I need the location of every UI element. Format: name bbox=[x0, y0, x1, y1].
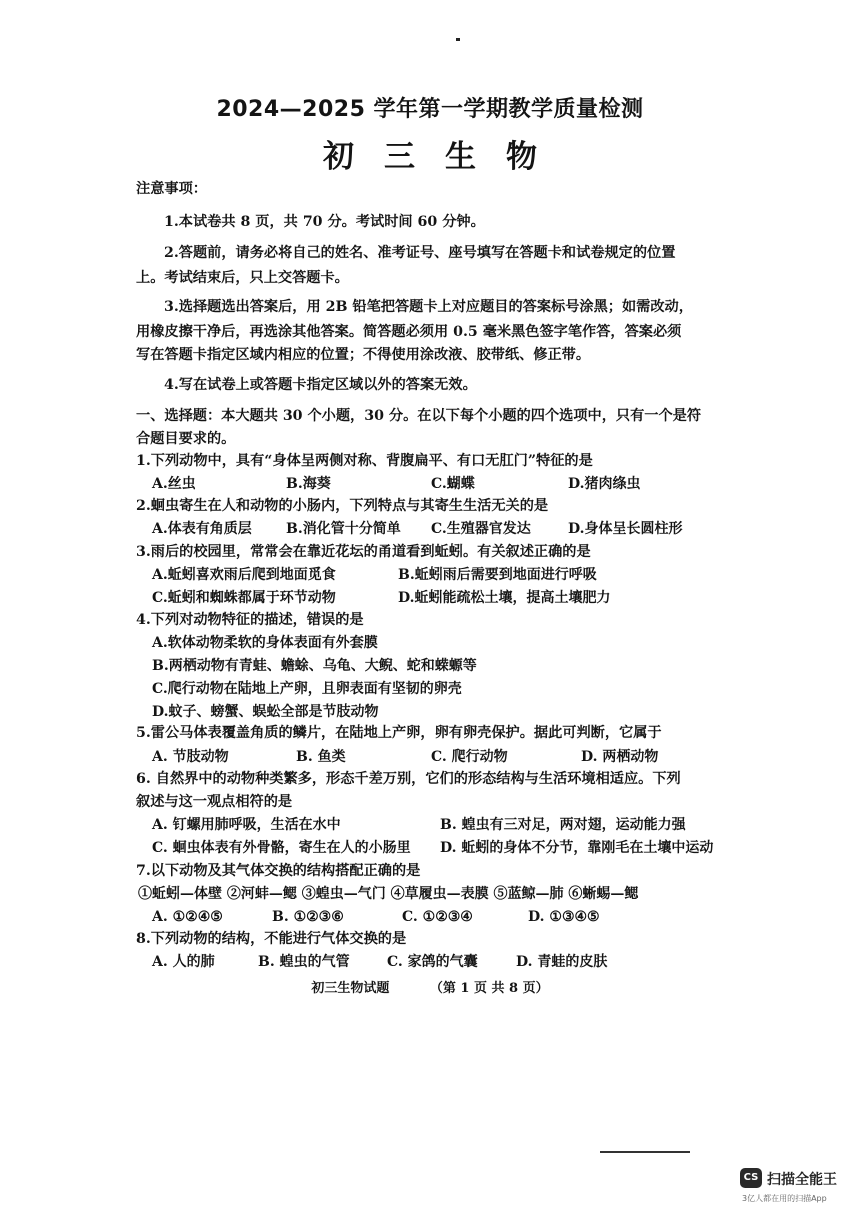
question-2-stem: 2.蛔虫寄生在人和动物的小肠内，下列特点与其寄生生活无关的是 bbox=[136, 498, 549, 514]
notice-item-1: 1.本试卷共 8 页，共 70 分。考试时间 60 分钟。 bbox=[164, 214, 485, 230]
watermark-app-name: 扫描全能王 bbox=[767, 1172, 837, 1188]
question-6-stem-line-1: 6. 自然界中的动物种类繁多，形态千差万别，它们的形态结构与生活环境相适应。下列 bbox=[136, 771, 681, 787]
question-3-option-b: B.蚯蚓雨后需要到地面进行呼吸 bbox=[398, 567, 597, 583]
question-4-option-c: C.爬行动物在陆地上产卵，且卵表面有坚韧的卵壳 bbox=[152, 681, 462, 697]
notice-item-3-line-2: 用橡皮擦干净后，再选涂其他答案。简答题必须用 0.5 毫米黑色签字笔作答，答案必须 bbox=[136, 324, 682, 340]
scan-speck bbox=[456, 38, 460, 41]
question-3-option-d: D.蚯蚓能疏松土壤，提高土壤肥力 bbox=[398, 590, 611, 606]
question-1-option-c: C.蝴蝶 bbox=[431, 476, 475, 492]
question-6-option-c: C. 蛔虫体表有外骨骼，寄生在人的小肠里 bbox=[152, 840, 411, 856]
exam-subject: 初三生物 bbox=[323, 139, 567, 175]
section-heading-line-1: 一、选择题：本大题共 30 个小题，30 分。在以下每个小题的四个选项中，只有一个是符 bbox=[136, 408, 702, 424]
question-1-option-a: A.丝虫 bbox=[152, 476, 196, 492]
section-heading-line-2: 合题目要求的。 bbox=[136, 431, 236, 447]
question-4-option-b: B.两栖动物有青蛙、蟾蜍、乌龟、大鲵、蛇和蝾螈等 bbox=[152, 658, 477, 674]
question-1-stem: 1.下列动物中，具有“身体呈两侧对称、背腹扁平、有口无肛门”特征的是 bbox=[136, 453, 593, 469]
question-5-option-c: C. 爬行动物 bbox=[431, 749, 508, 765]
question-2-option-c: C.生殖器官发达 bbox=[431, 521, 531, 537]
question-2-option-d: D.身体呈长圆柱形 bbox=[568, 521, 683, 537]
camscanner-logo-icon: CS bbox=[740, 1168, 762, 1188]
question-7-pairs: ①蚯蚓—体壁 ②河蚌—鳃 ③蝗虫—气门 ④草履虫—表膜 ⑤蓝鲸—肺 ⑥蜥蜴—鳃 bbox=[138, 886, 639, 902]
question-2-option-b: B.消化管十分简单 bbox=[286, 521, 401, 537]
question-7-option-a: A. ①②④⑤ bbox=[152, 909, 223, 925]
question-1-option-b: B.海葵 bbox=[286, 476, 331, 492]
question-8-option-d: D. 青蛙的皮肤 bbox=[516, 954, 608, 970]
question-1-option-d: D.猪肉绦虫 bbox=[568, 476, 641, 492]
question-7-option-b: B. ①②③⑥ bbox=[272, 909, 344, 925]
scan-line-mark bbox=[600, 1151, 690, 1153]
question-3-option-c: C.蚯蚓和蜘蛛都属于环节动物 bbox=[152, 590, 336, 606]
question-5-stem: 5.雷公马体表覆盖角质的鳞片，在陆地上产卵，卵有卵壳保护。据此可判断，它属于 bbox=[136, 725, 662, 741]
question-7-stem: 7.以下动物及其气体交换的结构搭配正确的是 bbox=[136, 863, 421, 879]
notice-item-3-line-1: 3.选择题选出答案后，用 2B 铅笔把答题卡上对应题目的答案标号涂黑；如需改动， bbox=[164, 299, 693, 315]
question-6-option-a: A. 钉螺用肺呼吸，生活在水中 bbox=[152, 817, 341, 833]
question-6-stem-line-2: 叙述与这一观点相符的是 bbox=[136, 794, 293, 810]
notice-item-3-line-3: 写在答题卡指定区域内相应的位置；不得使用涂改液、胶带纸、修正带。 bbox=[136, 347, 591, 363]
question-5-option-d: D. 两栖动物 bbox=[581, 749, 659, 765]
question-4-option-d: D.蚊子、螃蟹、蜈蚣全部是节肢动物 bbox=[152, 704, 379, 720]
question-8-stem: 8.下列动物的结构，不能进行气体交换的是 bbox=[136, 931, 407, 947]
question-8-option-b: B. 蝗虫的气管 bbox=[258, 954, 350, 970]
question-2-option-a: A.体表有角质层 bbox=[152, 521, 252, 537]
question-4-option-a: A.软体动物柔软的身体表面有外套膜 bbox=[152, 635, 378, 651]
question-5-option-b: B. 鱼类 bbox=[296, 749, 346, 765]
question-6-option-d: D. 蚯蚓的身体不分节，靠刚毛在土壤中运动 bbox=[440, 840, 714, 856]
scanner-watermark bbox=[740, 1168, 850, 1212]
notice-item-2-line-1: 2.答题前，请务必将自己的姓名、准考证号、座号填写在答题卡和试卷规定的位置 bbox=[164, 245, 676, 261]
question-7-option-c: C. ①②③④ bbox=[402, 909, 473, 925]
question-4-stem: 4.下列对动物特征的描述，错误的是 bbox=[136, 612, 364, 628]
exam-title: 2024—2025 学年第一学期教学质量检测 bbox=[216, 97, 644, 122]
notice-item-4: 4.写在试卷上或答题卡指定区域以外的答案无效。 bbox=[164, 377, 477, 393]
page-footer bbox=[0, 977, 860, 996]
question-5-option-a: A. 节肢动物 bbox=[152, 749, 229, 765]
question-3-stem: 3.雨后的校园里，常常会在靠近花坛的甬道看到蚯蚓。有关叙述正确的是 bbox=[136, 544, 591, 560]
question-7-option-d: D. ①③④⑤ bbox=[528, 909, 600, 925]
notice-item-2-line-2: 上。考试结束后，只上交答题卡。 bbox=[136, 270, 349, 286]
question-6-option-b: B. 蝗虫有三对足，两对翅，运动能力强 bbox=[440, 817, 686, 833]
watermark-tagline: 3亿人都在用的扫描App bbox=[742, 1194, 827, 1203]
footer-page-info: （第 1 页 共 8 页） bbox=[429, 981, 549, 996]
question-8-option-a: A. 人的肺 bbox=[152, 954, 215, 970]
question-3-option-a: A.蚯蚓喜欢雨后爬到地面觅食 bbox=[152, 567, 336, 583]
notice-heading: 注意事项： bbox=[136, 181, 207, 197]
question-8-option-c: C. 家鸽的气囊 bbox=[387, 954, 478, 970]
footer-paper-name: 初三生物试题 bbox=[311, 981, 390, 996]
